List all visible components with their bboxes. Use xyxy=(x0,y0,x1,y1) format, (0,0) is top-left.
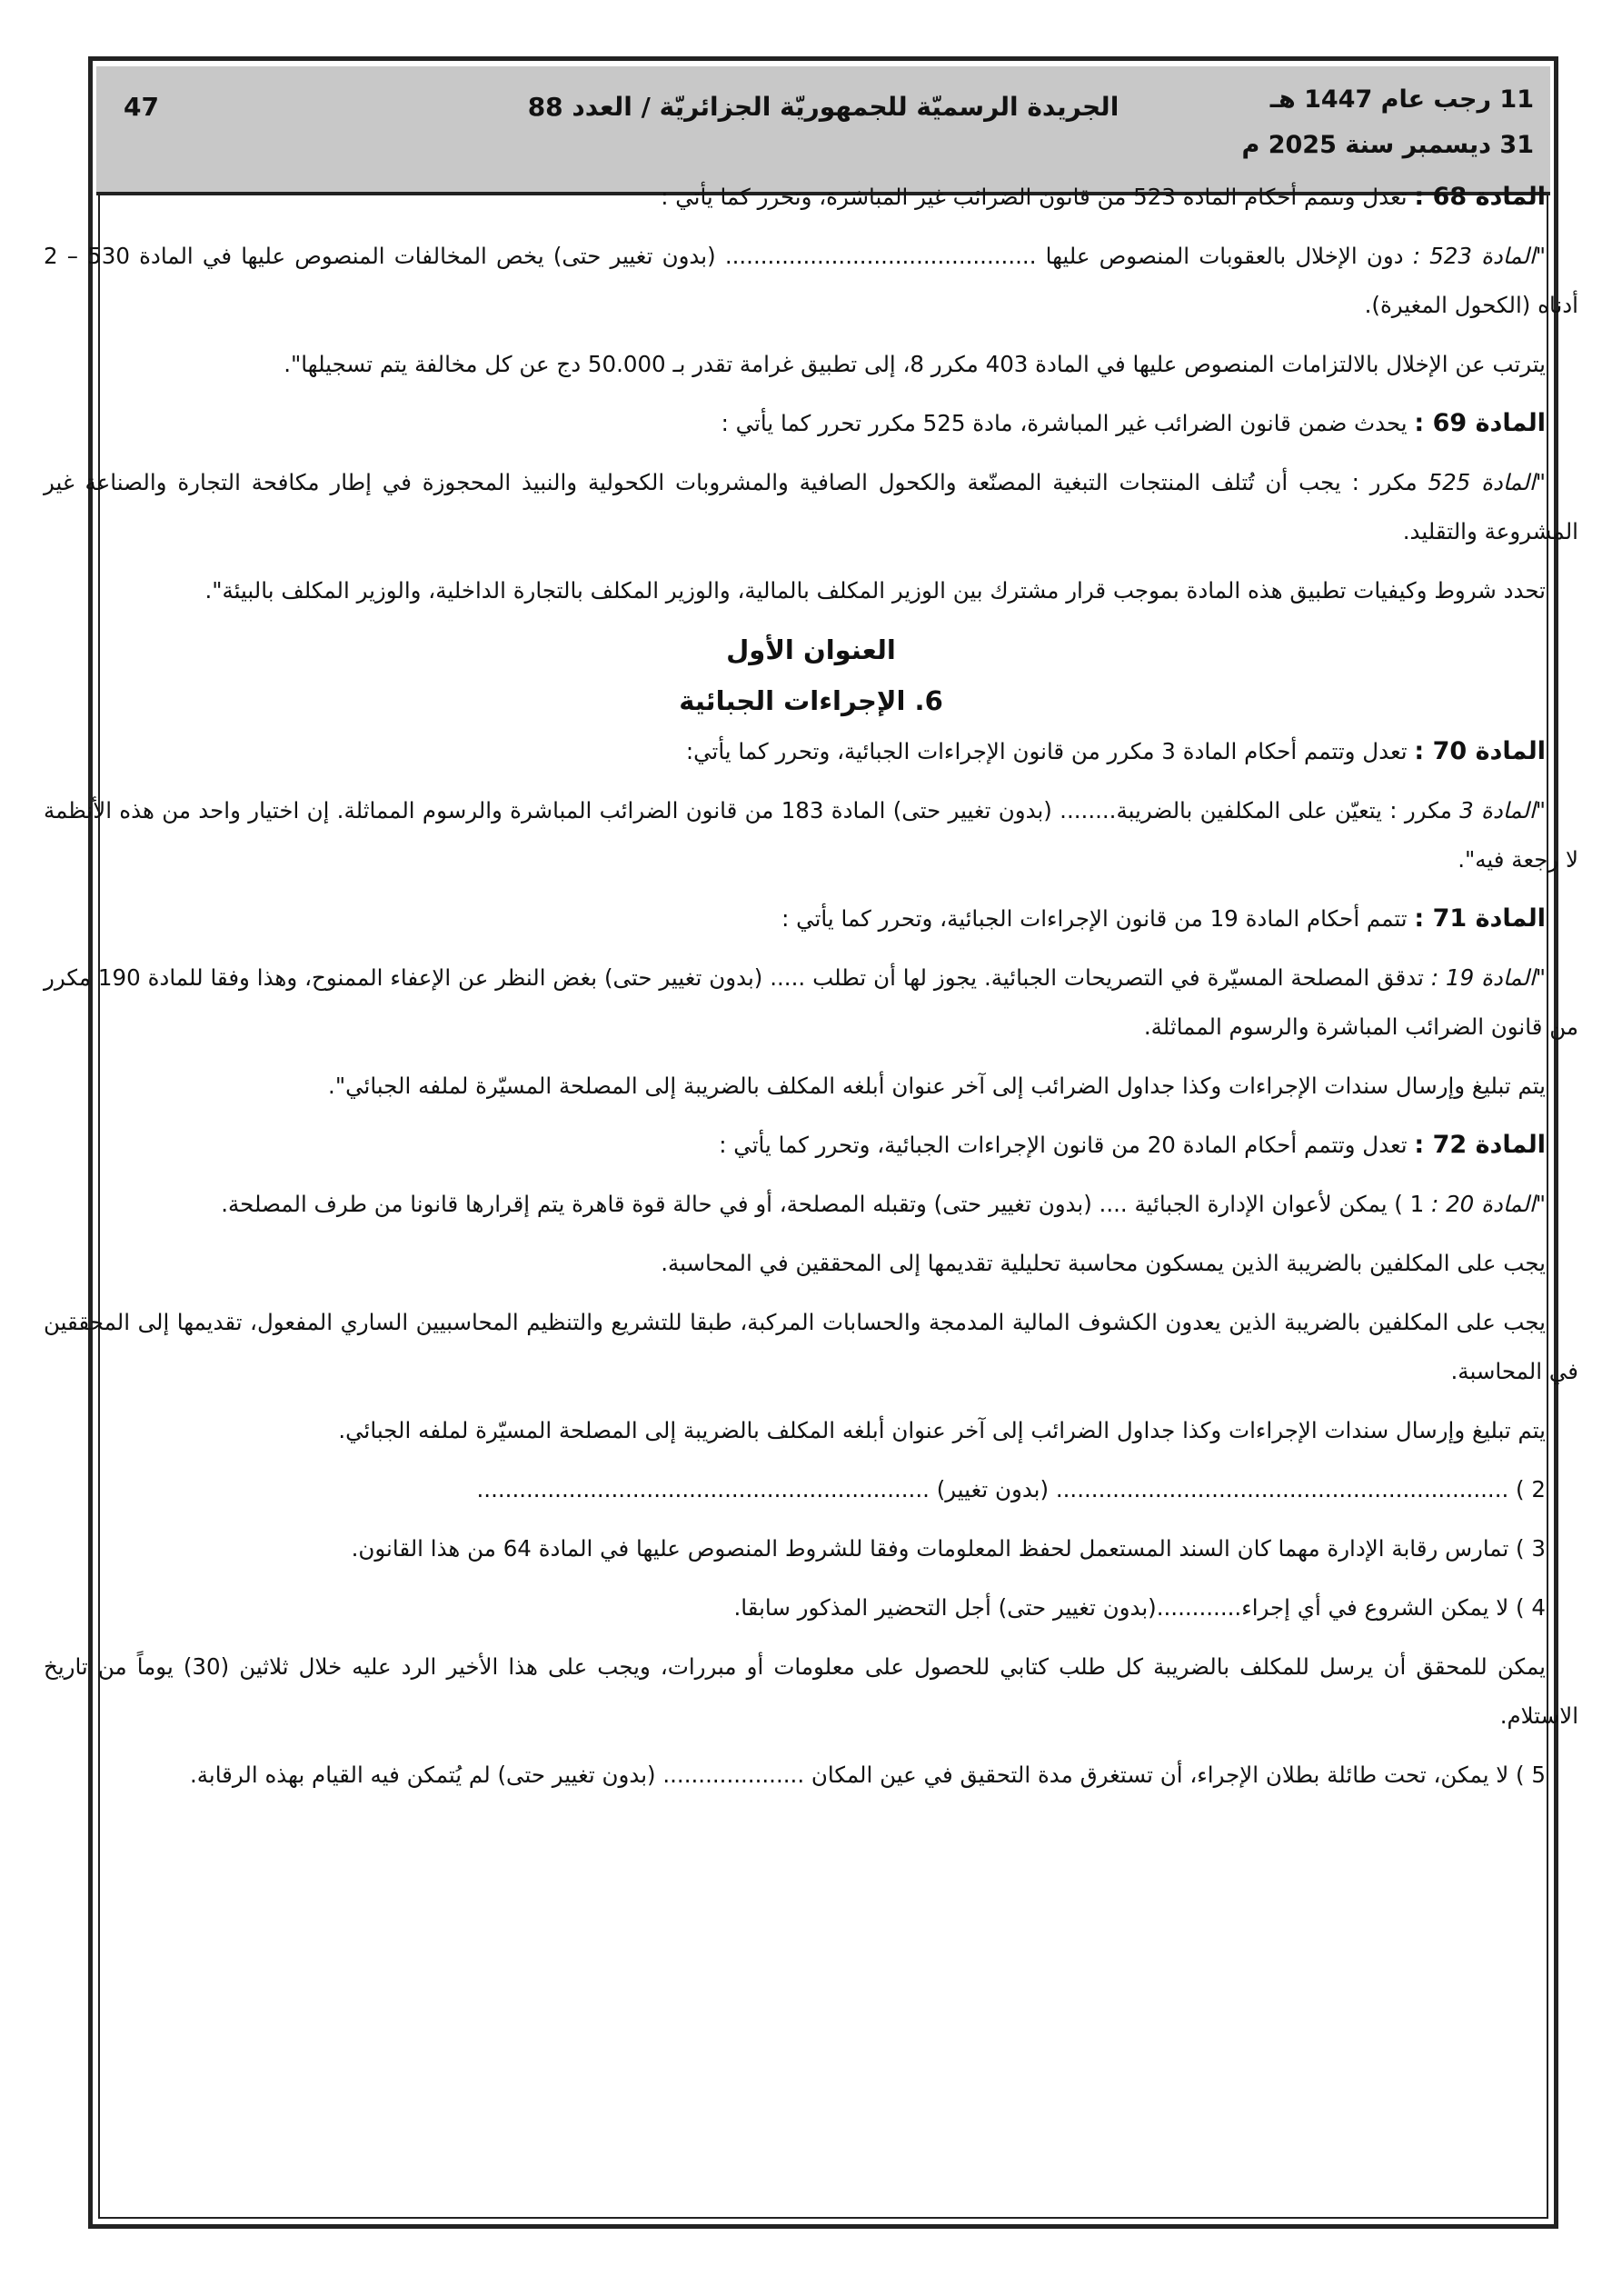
page-number: 47 xyxy=(124,92,159,122)
article-lead: "المادة 525 xyxy=(1428,469,1546,495)
paragraph xyxy=(44,340,1578,389)
article-paragraph xyxy=(44,894,1578,943)
paragraph xyxy=(44,1298,1578,1396)
paragraph-text: تعدل وتتمم أحكام المادة 20 من قانون الإجراءات الجبائية، وتحرر كما يأتي : xyxy=(719,1132,1415,1158)
document-body xyxy=(44,173,1578,1810)
paragraph xyxy=(44,232,1578,330)
paragraph-text: تعدل وتتمم أحكام المادة 3 مكرر من قانون الإجراءات الجبائية، وتحرر كما يأتي: xyxy=(685,738,1415,764)
article-paragraph xyxy=(44,1121,1578,1170)
section-heading: العنوان الأول xyxy=(726,634,896,665)
paragraph-text: يجب على المكلفين بالضريبة الذين يمسكون محاسبة تحليلية تقديمها إلى المحققين في المحاسبة. xyxy=(661,1250,1546,1276)
paragraph-text: تدقق المصلحة المسيّرة في التصريحات الجبائية. يجوز لها أن تطلب ..... (بدون تغيير حتى) بغض النظر عن الإعفاء الممنوح، وهذا وفقا للمادة 190 مكرر من قانون الضرائب المباشرة والرسوم المماثلة. xyxy=(44,964,1578,1040)
article-lead: المادة 68 : xyxy=(1414,183,1546,211)
paragraph-text: 1 ) يمكن لأعوان الإدارة الجبائية .... (بدون تغيير حتى) وتقبله المصلحة، أو في حالة قوة قاهرة يتم إقرارها قانونا من طرف المصلحة. xyxy=(221,1191,1432,1217)
paragraph xyxy=(44,458,1578,556)
paragraph-text: تتمم أحكام المادة 19 من قانون الإجراءات الجبائية، وتحرر كما يأتي : xyxy=(781,905,1415,932)
paragraph-text: مكرر : يجب أن تُتلف المنتجات التبغية المصنّعة والكحول الصافية والمشروبات الكحولية والنبيذ المحجوزة في إطار مكافحة التجارة والصناعة غير المشروعة والتقليد. xyxy=(44,469,1578,544)
paragraph-text: دون الإخلال بالعقوبات المنصوص عليها ............................................ (بدون تغيير حتى) يخص المخالفات المنصوص عليها في المادة 530 – 2 أدناه (الكحول المغيرة). xyxy=(44,243,1578,318)
paragraph-text: يحدث ضمن قانون الضرائب غير المباشرة، مادة 525 مكرر تحرر كما يأتي : xyxy=(721,410,1415,436)
paragraph-text: 3 ) تمارس رقابة الإدارة مهما كان السند المستعمل لحفظ المعلومات وفقا للشروط المنصوص عليها في المادة 64 من هذا القانون. xyxy=(351,1535,1546,1562)
article-paragraph xyxy=(44,173,1578,222)
article-paragraph xyxy=(44,399,1578,448)
date-gregorian: 31 ديسمبر سنة 2025 م xyxy=(1241,131,1534,159)
paragraph xyxy=(44,1524,1578,1573)
paragraph-text: يترتب عن الإخلال بالالتزامات المنصوص عليها في المادة 403 مكرر 8، إلى تطبيق غرامة تقدر بـ 50.000 دج عن كل مخالفة يتم تسجيلها". xyxy=(284,351,1546,377)
paragraph-text: 4 ) لا يمكن الشروع في أي إجراء............(بدون تغيير حتى) أجل التحضير المذكور سابقا. xyxy=(733,1594,1546,1621)
paragraph-text: 5 ) لا يمكن، تحت طائلة بطلان الإجراء، أن تستغرق مدة التحقيق في عين المكان .................... (بدون تغيير حتى) لم يُتمكن فيه القيام بهذه الرقابة. xyxy=(189,1762,1546,1788)
article-paragraph xyxy=(44,727,1578,776)
paragraph-text: يتم تبليغ وإرسال سندات الإجراءات وكذا جداول الضرائب إلى آخر عنوان أبلغه المكلف بالضريبة إلى المصلحة المسيّرة لملفه الجبائي". xyxy=(328,1073,1546,1099)
paragraph-text: يتم تبليغ وإرسال سندات الإجراءات وكذا جداول الضرائب إلى آخر عنوان أبلغه المكلف بالضريبة إلى المصلحة المسيّرة لملفه الجبائي. xyxy=(338,1417,1546,1443)
journal-title: الجريدة الرسميّة للجمهوريّة الجزائريّة / العدد 88 xyxy=(527,92,1119,122)
article-lead: "المادة 523 : xyxy=(1412,243,1546,269)
article-lead: "المادة 19 : xyxy=(1430,964,1546,991)
paragraph xyxy=(44,953,1578,1052)
paragraph xyxy=(44,1751,1578,1800)
paragraph xyxy=(44,566,1578,615)
article-lead: "المادة 20 : xyxy=(1431,1191,1546,1217)
paragraph xyxy=(44,1062,1578,1111)
article-lead: "المادة 3 xyxy=(1459,797,1546,824)
date-hijri: 11 رجب عام 1447 هـ xyxy=(1269,85,1534,114)
paragraph-text: مكرر : يتعيّن على المكلفين بالضريبة........ (بدون تغيير حتى) المادة 183 من قانون الضرائب المباشرة والرسوم المماثلة. إن اختيار واحد من هذه الأنظمة لا رجعة فيه". xyxy=(44,797,1578,873)
paragraph-text: تعدل وتتمم أحكام المادة 523 من قانون الضرائب غير المباشرة، وتحرر كما يأتي : xyxy=(661,184,1415,210)
paragraph xyxy=(44,1642,1578,1741)
article-lead: المادة 71 : xyxy=(1414,904,1546,933)
section-heading: 6. الإجراءات الجبائية xyxy=(679,685,943,716)
paragraph-text: يجب على المكلفين بالضريبة الذين يعدون الكشوف المالية المدمجة والحسابات المركبة، طبقا للتشريع والتنظيم المحاسبيين الساري المفعول، تقديمها إلى المحققين في المحاسبة. xyxy=(44,1309,1578,1384)
paragraph xyxy=(44,1583,1578,1632)
article-lead: المادة 72 : xyxy=(1414,1131,1546,1159)
paragraph xyxy=(44,1180,1578,1229)
paragraph-text: 2 ) ................................................................ (بدون تغيير) ................................................................ xyxy=(476,1476,1546,1502)
paragraph xyxy=(44,1406,1578,1455)
article-lead: المادة 70 : xyxy=(1414,737,1546,765)
paragraph-text: يمكن للمحقق أن يرسل للمكلف بالضريبة كل طلب كتابي للحصول على معلومات أو مبررات، ويجب على هذا الأخير الرد عليه خلال ثلاثين (30) يوماً من تاريخ الاستلام. xyxy=(44,1653,1578,1729)
paragraph xyxy=(44,1465,1578,1514)
paragraph xyxy=(44,786,1578,884)
paragraph xyxy=(44,1239,1578,1288)
header-date xyxy=(1242,77,1534,168)
paragraph-text: تحدد شروط وكيفيات تطبيق هذه المادة بموجب قرار مشترك بين الوزير المكلف بالمالية، والوزير المكلف بالتجارة الداخلية، والوزير المكلف بالبيئة". xyxy=(204,577,1546,604)
article-lead: المادة 69 : xyxy=(1414,409,1546,437)
